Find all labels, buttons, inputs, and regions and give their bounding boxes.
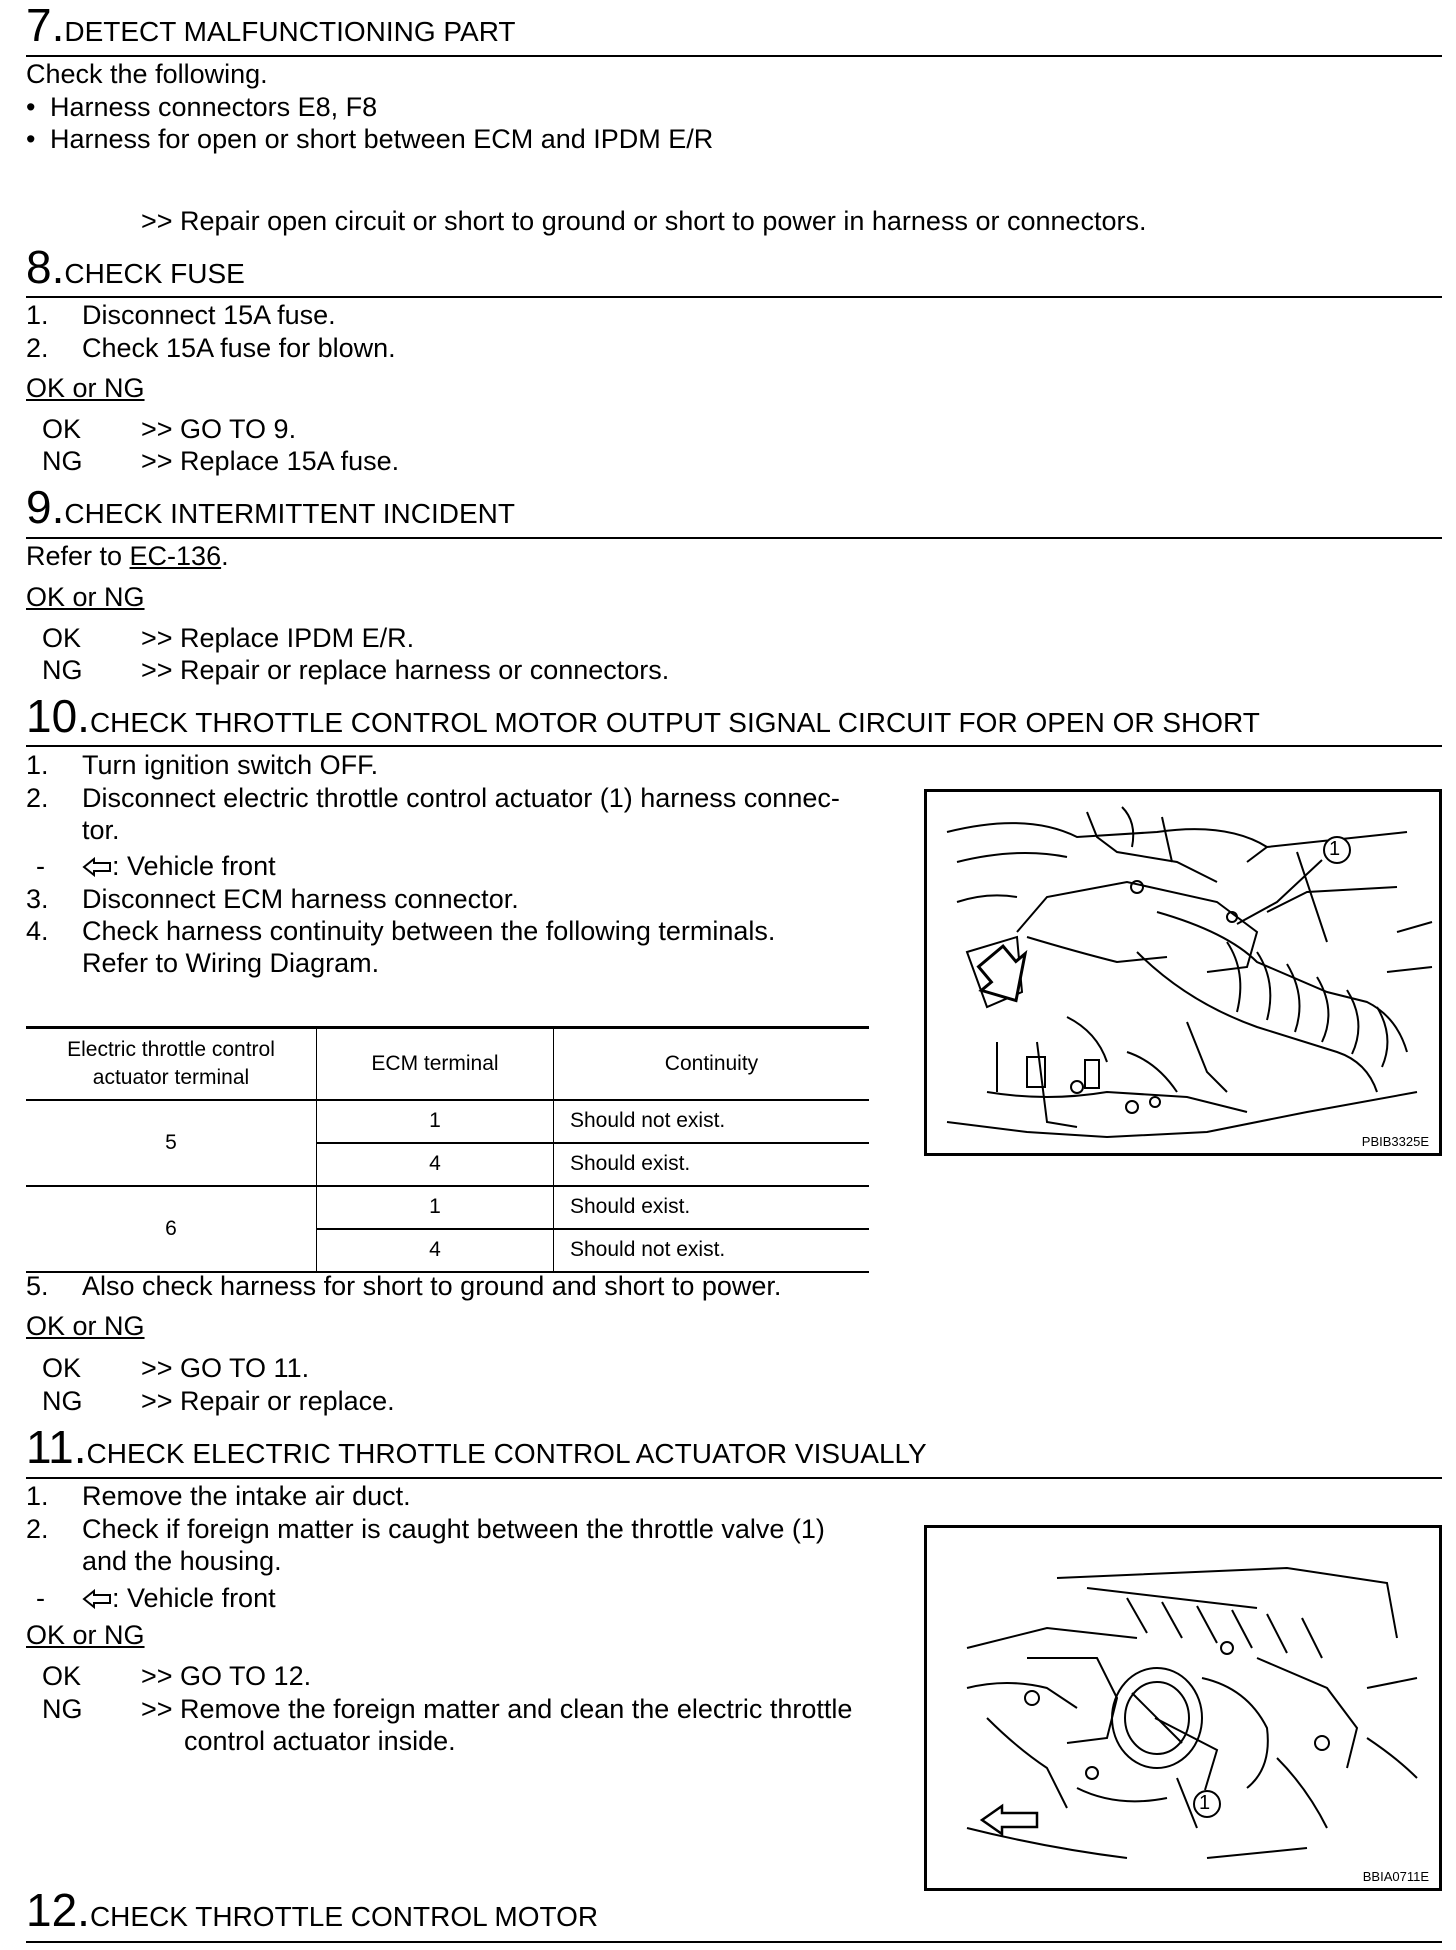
refer-line bbox=[26, 541, 229, 572]
cell-continuity: Should exist. bbox=[554, 1186, 870, 1229]
ok-result: >> GO TO 11. bbox=[141, 1353, 310, 1383]
header-line: Electric throttle control bbox=[67, 1037, 275, 1061]
section-title: CHECK FUSE bbox=[64, 258, 245, 289]
step-text-cont: Refer to Wiring Diagram. bbox=[82, 948, 380, 978]
ec-136-link[interactable]: EC-136 bbox=[129, 541, 222, 571]
ok-ng-heading: OK or NG bbox=[26, 1620, 145, 1650]
ok-result: >> Replace IPDM E/R. bbox=[141, 623, 415, 653]
step-number: 1. bbox=[26, 1481, 49, 1511]
cell-ecm-terminal: 1 bbox=[317, 1186, 554, 1229]
paragraph: Check the following. bbox=[26, 59, 268, 89]
step-text: Disconnect 15A fuse. bbox=[82, 300, 336, 330]
dash-marker: - bbox=[36, 1583, 45, 1613]
step-number: 5. bbox=[26, 1271, 49, 1301]
cell-ecm-terminal: 4 bbox=[317, 1229, 554, 1272]
front-arrow-icon bbox=[969, 938, 1045, 1013]
ng-result: >> Repair or replace. bbox=[141, 1386, 395, 1416]
table-row bbox=[26, 1100, 869, 1143]
section-number: 9. bbox=[26, 481, 65, 533]
cell-actuator-terminal: 6 bbox=[26, 1186, 317, 1272]
ok-result: >> GO TO 12. bbox=[141, 1661, 312, 1691]
vehicle-front-note bbox=[82, 851, 276, 882]
front-arrow-icon bbox=[982, 1806, 1037, 1834]
section-8-heading bbox=[26, 242, 245, 292]
refer-suffix: . bbox=[221, 541, 229, 571]
step-text: Check harness continuity between the following terminals. bbox=[82, 916, 776, 946]
ok-label: OK bbox=[42, 1353, 82, 1383]
section-rule bbox=[26, 537, 1442, 539]
step-number: 2. bbox=[26, 783, 49, 813]
table-header-row bbox=[26, 1028, 869, 1100]
step-text: Turn ignition switch OFF. bbox=[82, 750, 379, 780]
step-number: 2. bbox=[26, 333, 49, 363]
section-title: CHECK THROTTLE CONTROL MOTOR bbox=[89, 1901, 599, 1932]
throttle-actuator-connector-figure bbox=[924, 789, 1442, 1156]
cell-ecm-terminal: 4 bbox=[317, 1143, 554, 1186]
section-title: DETECT MALFUNCTIONING PART bbox=[64, 16, 516, 47]
ok-label: OK bbox=[42, 414, 82, 444]
cell-actuator-terminal: 5 bbox=[26, 1100, 317, 1186]
ng-result-cont: control actuator inside. bbox=[184, 1726, 456, 1756]
section-title: CHECK THROTTLE CONTROL MOTOR OUTPUT SIGNAL CIRCUIT FOR OPEN OR SHORT bbox=[89, 707, 1260, 738]
step-number: 3. bbox=[26, 884, 49, 914]
step-text: Check if foreign matter is caught between the throttle valve (1) bbox=[82, 1514, 825, 1544]
ng-label: NG bbox=[42, 446, 83, 476]
figure-code: PBIB3325E bbox=[1361, 1134, 1429, 1149]
result-text: >> Repair open circuit or short to ground or short to power in harness or connectors. bbox=[141, 206, 1147, 236]
ok-label: OK bbox=[42, 1661, 82, 1691]
cell-ecm-terminal: 1 bbox=[317, 1100, 554, 1143]
section-title: CHECK ELECTRIC THROTTLE CONTROL ACTUATOR VISUALLY bbox=[86, 1438, 927, 1469]
header-ecm-terminal: ECM terminal bbox=[317, 1028, 554, 1100]
section-11-heading bbox=[26, 1422, 927, 1472]
vehicle-front-arrow-icon bbox=[82, 1589, 112, 1609]
section-number: 7. bbox=[26, 0, 65, 51]
dash-marker: - bbox=[36, 851, 45, 881]
bullet-item: Harness connectors E8, F8 bbox=[50, 92, 378, 122]
cell-continuity: Should not exist. bbox=[554, 1229, 870, 1272]
ok-label: OK bbox=[42, 623, 82, 653]
section-rule bbox=[26, 55, 1442, 57]
step-text-cont: and the housing. bbox=[82, 1546, 282, 1576]
step-number: 1. bbox=[26, 750, 49, 780]
section-rule bbox=[26, 745, 1442, 747]
section-10-heading bbox=[26, 691, 1260, 741]
ng-label: NG bbox=[42, 1386, 83, 1416]
ok-ng-heading: OK or NG bbox=[26, 373, 145, 403]
step-text: Disconnect electric throttle control actuator (1) harness connec- bbox=[82, 783, 840, 813]
step-text: Disconnect ECM harness connector. bbox=[82, 884, 519, 914]
vehicle-front-arrow-icon bbox=[82, 857, 112, 877]
step-text: Remove the intake air duct. bbox=[82, 1481, 411, 1511]
ng-result: >> Replace 15A fuse. bbox=[141, 446, 400, 476]
step-number: 4. bbox=[26, 916, 49, 946]
step-text: Also check harness for short to ground and short to power. bbox=[82, 1271, 782, 1301]
throttle-body-illustration bbox=[927, 1528, 1439, 1888]
cell-continuity: Should not exist. bbox=[554, 1100, 870, 1143]
engine-bay-illustration bbox=[927, 792, 1439, 1153]
vehicle-front-label: : Vehicle front bbox=[112, 851, 276, 881]
section-9-heading bbox=[26, 482, 515, 532]
vehicle-front-label: : Vehicle front bbox=[112, 1583, 276, 1613]
section-number: 8. bbox=[26, 241, 65, 293]
refer-prefix: Refer to bbox=[26, 541, 130, 571]
section-number: 10. bbox=[26, 690, 90, 742]
ng-label: NG bbox=[42, 1694, 83, 1724]
bullet-marker: • bbox=[26, 124, 36, 154]
section-number: 12. bbox=[26, 1884, 90, 1936]
section-rule bbox=[26, 1941, 1442, 1943]
header-line: actuator terminal bbox=[92, 1065, 250, 1089]
step-number: 2. bbox=[26, 1514, 49, 1544]
section-title: CHECK INTERMITTENT INCIDENT bbox=[64, 498, 515, 529]
callout-number: 1 bbox=[1199, 1792, 1211, 1814]
ok-result: >> GO TO 9. bbox=[141, 414, 297, 444]
ng-label: NG bbox=[42, 655, 83, 685]
figure-code: BBIA0711E bbox=[1362, 1869, 1429, 1884]
section-rule bbox=[26, 296, 1442, 298]
continuity-table bbox=[26, 1026, 869, 1273]
ok-ng-heading: OK or NG bbox=[26, 582, 145, 612]
step-text-cont: tor. bbox=[82, 815, 120, 845]
step-text: Check 15A fuse for blown. bbox=[82, 333, 396, 363]
step-number: 1. bbox=[26, 300, 49, 330]
table-row bbox=[26, 1186, 869, 1229]
section-rule bbox=[26, 1477, 1442, 1479]
ok-ng-heading: OK or NG bbox=[26, 1311, 145, 1341]
ng-result: >> Remove the foreign matter and clean the electric throttle bbox=[141, 1694, 853, 1724]
header-actuator-terminal bbox=[26, 1028, 317, 1100]
section-12-heading bbox=[26, 1885, 598, 1935]
section-number: 11. bbox=[26, 1421, 87, 1473]
ng-result: >> Repair or replace harness or connectors. bbox=[141, 655, 670, 685]
throttle-valve-figure bbox=[924, 1525, 1442, 1891]
bullet-marker: • bbox=[26, 92, 36, 122]
callout-number: 1 bbox=[1329, 838, 1341, 860]
cell-continuity: Should exist. bbox=[554, 1143, 870, 1186]
section-7-heading bbox=[26, 0, 516, 50]
vehicle-front-note bbox=[82, 1583, 276, 1614]
header-continuity: Continuity bbox=[554, 1028, 870, 1100]
bullet-item: Harness for open or short between ECM and IPDM E/R bbox=[50, 124, 714, 154]
